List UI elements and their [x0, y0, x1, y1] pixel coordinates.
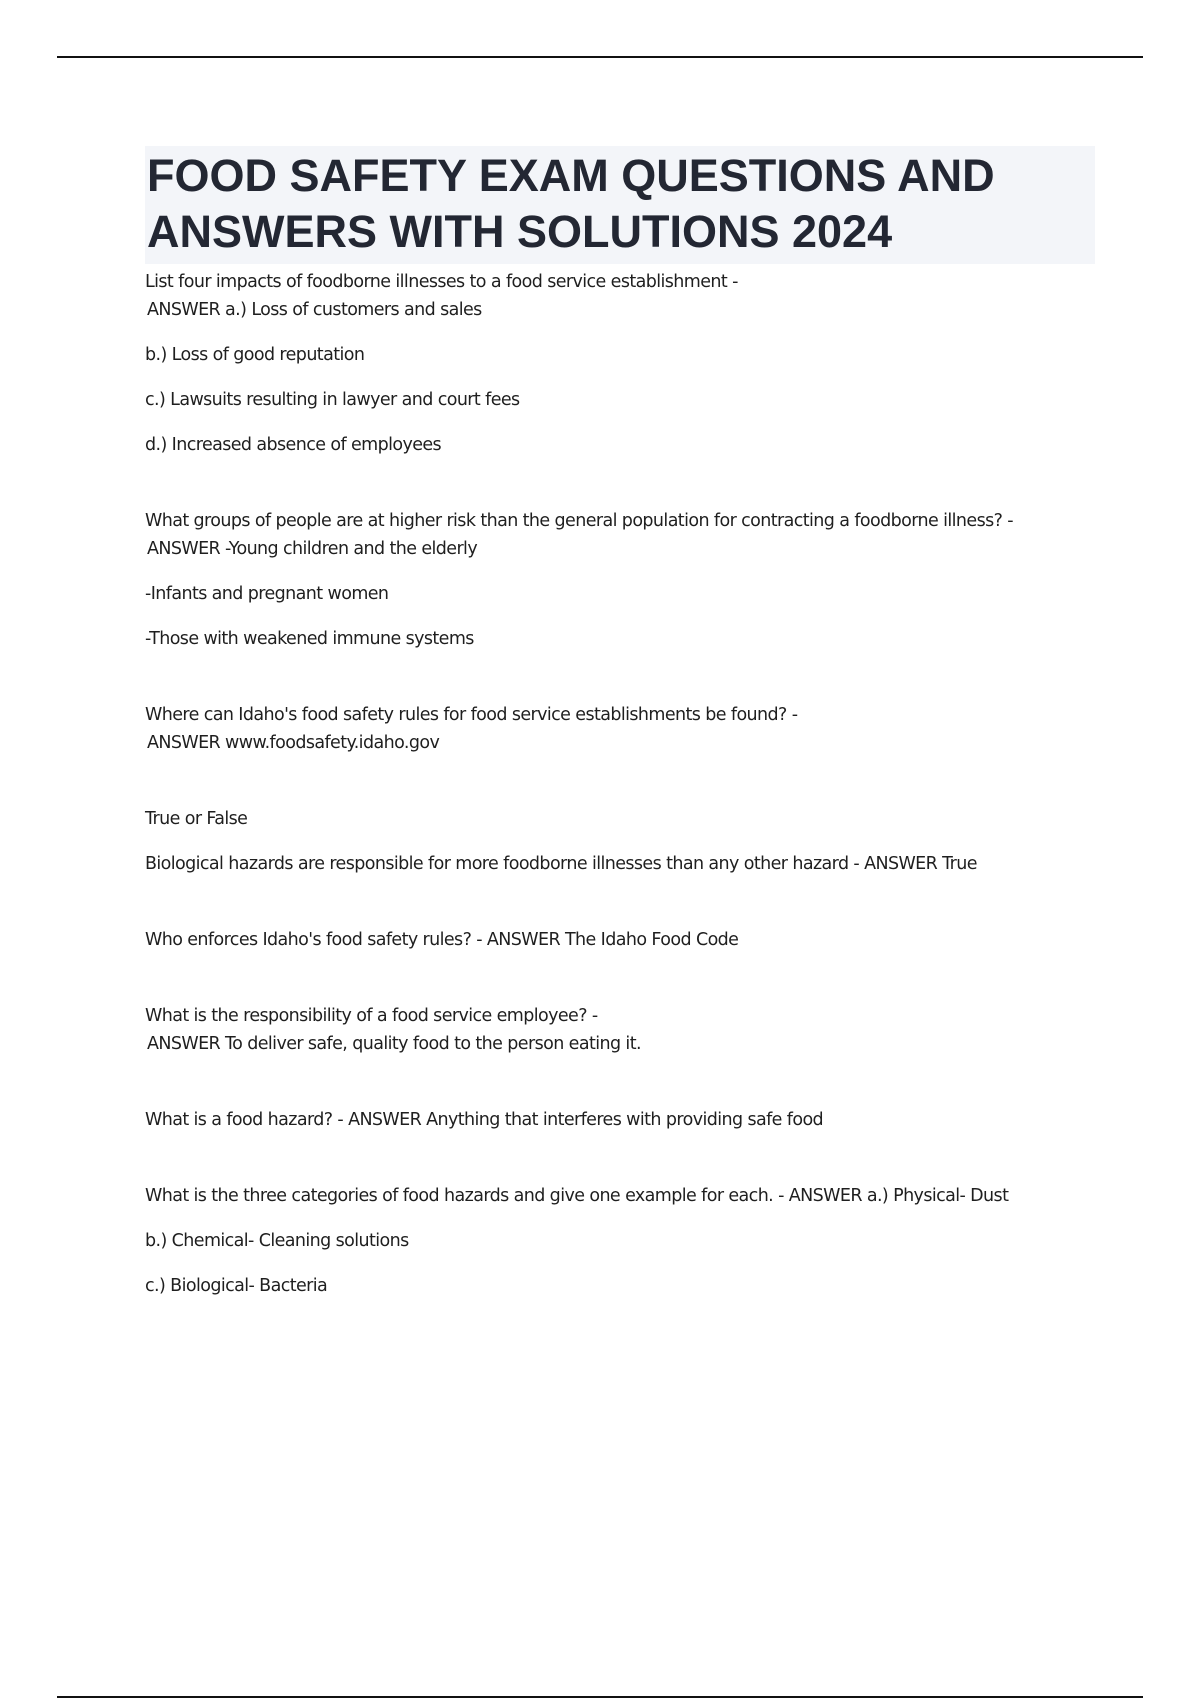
qa-list — [145, 268, 1095, 1300]
document-title — [147, 148, 1091, 260]
title-line-2: ANSWERS WITH SOLUTIONS 2024 — [147, 206, 893, 257]
document-content — [145, 146, 1095, 1300]
answer-continuation: d.) Increased absence of employees — [145, 435, 442, 455]
question-text: True or False — [145, 809, 248, 829]
answer-text: ANSWER a.) Loss of customers and sales — [147, 300, 482, 320]
question-text: Where can Idaho's food safety rules for food service establishments be found? - — [145, 705, 798, 725]
qa-item — [145, 926, 1095, 954]
answer-continuation: -Those with weakened immune systems — [145, 629, 474, 649]
qa-item — [145, 1182, 1095, 1300]
qa-item — [145, 1106, 1095, 1134]
title-block — [145, 146, 1095, 264]
qa-item — [145, 268, 1095, 459]
answer-text: ANSWER To deliver safe, quality food to the person eating it. — [147, 1034, 641, 1054]
qa-item — [145, 805, 1095, 878]
answer-continuation: c.) Biological- Bacteria — [145, 1276, 328, 1296]
bottom-rule — [57, 1696, 1143, 1698]
qa-item — [145, 507, 1095, 653]
answer-continuation: -Infants and pregnant women — [145, 584, 389, 604]
qa-item — [145, 701, 1095, 757]
qa-item — [145, 1002, 1095, 1058]
question-text: List four impacts of foodborne illnesses to a food service establishment - — [145, 272, 738, 292]
answer-continuation: b.) Loss of good reputation — [145, 345, 365, 365]
answer-continuation: b.) Chemical- Cleaning solutions — [145, 1231, 409, 1251]
question-text: Who enforces Idaho's food safety rules? - ANSWER The Idaho Food Code — [145, 930, 739, 950]
question-text: What is the responsibility of a food service employee? - — [145, 1006, 598, 1026]
answer-continuation: c.) Lawsuits resulting in lawyer and court fees — [145, 390, 520, 410]
question-text: What is the three categories of food hazards and give one example for each. - ANSWER a.) Physical- Dust — [145, 1186, 1009, 1206]
top-rule — [57, 56, 1143, 58]
title-line-1: FOOD SAFETY EXAM QUESTIONS AND — [147, 150, 995, 201]
answer-text: ANSWER -Young children and the elderly — [147, 539, 478, 559]
answer-text: ANSWER www.foodsafety.idaho.gov — [147, 733, 440, 753]
question-text: What is a food hazard? - ANSWER Anything that interferes with providing safe food — [145, 1110, 824, 1130]
answer-text: Biological hazards are responsible for more foodborne illnesses than any other hazard - ANSWER True — [145, 854, 977, 874]
question-text: What groups of people are at higher risk than the general population for contracting a foodborne illness? - — [145, 511, 1013, 531]
